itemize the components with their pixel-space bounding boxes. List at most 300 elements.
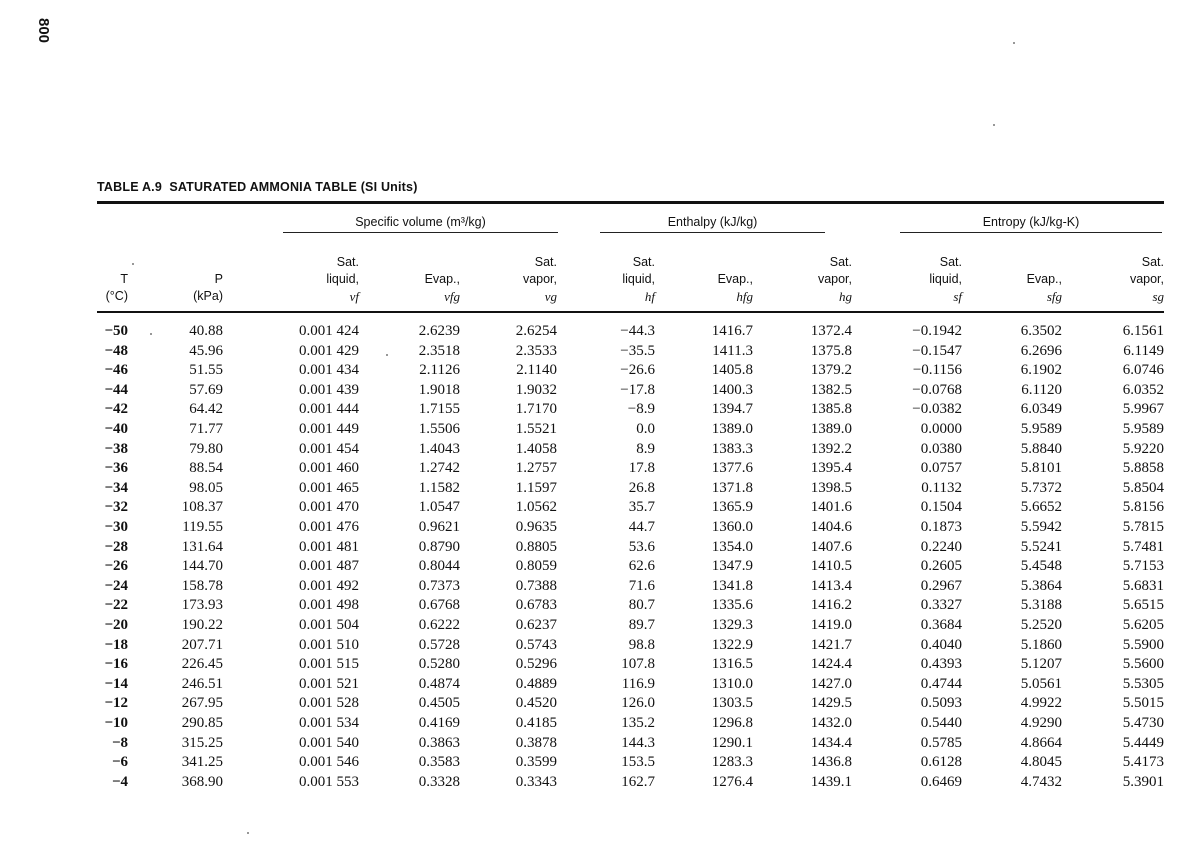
cell-hf: 35.7: [628, 499, 655, 516]
cell-hf: 89.7: [628, 617, 655, 633]
cell-hfg: 1335.6: [711, 597, 753, 614]
cell-temperature: −46: [104, 362, 128, 379]
cell-sfg: 5.8840: [1020, 440, 1062, 457]
cell-vg: 2.1140: [516, 362, 557, 379]
cell-sfg: 6.1902: [1020, 362, 1062, 379]
cell-vfg: 0.4169: [418, 715, 460, 731]
cell-sfg: 5.2520: [1020, 617, 1062, 633]
cell-vfg: 0.5280: [418, 656, 460, 673]
cell-vg: 0.5743: [515, 636, 557, 653]
cell-vg: 1.2757: [515, 460, 557, 477]
cell-hg: 1427.0: [810, 675, 852, 692]
cell-hg: 1392.2: [810, 440, 852, 457]
cell-hg: 1398.5: [810, 479, 852, 496]
cell-hg: 1419.0: [810, 617, 852, 633]
cell-sg: 5.9589: [1122, 421, 1164, 437]
group-header-entropy: [900, 215, 1162, 233]
cell-temperature: −8: [111, 734, 128, 751]
column-header-line: liquid,: [326, 272, 359, 286]
cell-hf: 144.3: [621, 734, 655, 751]
cell-sf: −0.0768: [912, 381, 962, 398]
cell-vf: 0.001 476: [299, 519, 359, 535]
cell-hf: 53.6: [628, 538, 655, 555]
cell-sf: 0.5093: [920, 695, 962, 712]
cell-hfg: 1316.5: [711, 656, 753, 673]
cell-vfg: 1.9018: [418, 381, 460, 398]
cell-temperature: −28: [104, 538, 128, 555]
cell-hf: −17.8: [620, 381, 655, 398]
group-label: Entropy (kJ/kg-K): [982, 215, 1080, 229]
cell-hg: 1389.0: [810, 421, 852, 437]
cell-vf: 0.001 444: [299, 401, 359, 418]
cell-vf: 0.001 521: [299, 675, 359, 692]
cell-sfg: 6.1120: [1021, 381, 1062, 398]
cell-vfg: 0.4505: [418, 695, 460, 712]
cell-temperature: −14: [104, 675, 128, 692]
cell-temperature: −26: [104, 558, 128, 575]
scan-speck: [247, 832, 249, 834]
column-header-line: (kPa): [193, 289, 223, 303]
cell-pressure: 246.51: [181, 675, 223, 692]
cell-hfg: 1371.8: [711, 479, 753, 496]
cell-vg: 0.8059: [515, 558, 557, 575]
cell-vfg: 1.1582: [418, 479, 460, 496]
cell-pressure: 71.77: [189, 421, 223, 437]
cell-hg: 1375.8: [810, 342, 852, 359]
cell-sf: 0.0757: [920, 460, 962, 477]
cell-pressure: 190.22: [181, 617, 223, 633]
cell-sfg: 6.2696: [1020, 342, 1062, 359]
scan-speck: [386, 354, 388, 356]
cell-hfg: 1276.4: [711, 773, 753, 790]
cell-vg: 1.4058: [515, 440, 557, 457]
cell-hfg: 1341.8: [711, 577, 753, 594]
cell-sg: 5.5900: [1122, 636, 1164, 653]
cell-pressure: 131.64: [181, 538, 223, 555]
cell-vg: 1.7170: [515, 401, 557, 418]
cell-hfg: 1322.9: [711, 636, 753, 653]
cell-temperature: −10: [104, 715, 128, 731]
cell-sf: −0.0382: [912, 401, 962, 418]
cell-hfg: 1329.3: [711, 617, 753, 633]
cell-temperature: −20: [104, 617, 128, 633]
cell-hg: 1416.2: [810, 597, 852, 614]
column-header-line: sg: [1152, 289, 1164, 304]
cell-temperature: −16: [104, 656, 128, 673]
cell-vfg: 1.2742: [418, 460, 460, 477]
cell-sfg: 4.8664: [1020, 734, 1062, 751]
cell-hfg: 1303.5: [711, 695, 753, 712]
cell-pressure: 315.25: [181, 734, 223, 751]
cell-vfg: 2.6239: [418, 323, 460, 339]
column-header-line: Sat.: [1141, 255, 1164, 269]
cell-hf: 135.2: [621, 715, 655, 731]
column-header-sg: [1074, 245, 1164, 305]
cell-vg: 0.3878: [515, 734, 557, 751]
cell-sf: 0.0380: [920, 440, 962, 457]
cell-temperature: −30: [104, 519, 128, 535]
cell-sf: 0.4744: [920, 675, 962, 692]
cell-hfg: 1394.7: [711, 401, 753, 418]
cell-pressure: 88.54: [189, 460, 223, 477]
cell-hg: 1404.6: [810, 519, 852, 535]
cell-pressure: 207.71: [181, 636, 223, 653]
cell-vf: 0.001 546: [299, 754, 359, 771]
cell-vfg: 0.9621: [418, 519, 460, 535]
cell-hf: 71.6: [628, 577, 655, 594]
cell-hg: 1382.5: [810, 381, 852, 398]
cell-temperature: −6: [111, 754, 128, 771]
cell-sfg: 5.1207: [1020, 656, 1062, 673]
cell-hg: 1395.4: [810, 460, 852, 477]
group-underline: [900, 232, 1162, 233]
cell-vf: 0.001 429: [299, 342, 359, 359]
cell-hg: 1434.4: [810, 734, 852, 751]
cell-vfg: 0.3583: [418, 754, 460, 771]
cell-hfg: 1416.7: [711, 323, 753, 339]
cell-temperature: −12: [104, 695, 128, 712]
cell-vg: 0.5296: [515, 656, 557, 673]
cell-temperature: −18: [104, 636, 128, 653]
scan-speck: [1013, 42, 1015, 44]
cell-temperature: −50: [104, 323, 128, 339]
cell-vf: 0.001 534: [299, 715, 359, 731]
column-header-line: Sat.: [632, 255, 655, 269]
cell-pressure: 158.78: [181, 577, 223, 594]
column-header-vfg: [370, 245, 460, 305]
cell-hf: −26.6: [620, 362, 655, 379]
group-underline: [600, 232, 825, 233]
cell-pressure: 173.93: [181, 597, 223, 614]
cell-vg: 0.3343: [515, 773, 557, 790]
cell-vfg: 0.4874: [418, 675, 460, 692]
cell-pressure: 290.85: [181, 715, 223, 731]
cell-hfg: 1290.1: [711, 734, 753, 751]
cell-vf: 0.001 454: [299, 440, 359, 457]
cell-hg: 1385.8: [810, 401, 852, 418]
cell-temperature: −24: [104, 577, 128, 594]
cell-vfg: 2.1126: [419, 362, 460, 379]
cell-pressure: 45.96: [189, 342, 223, 359]
cell-vfg: 0.5728: [418, 636, 460, 653]
cell-vg: 2.6254: [515, 323, 557, 339]
cell-sf: −0.1156: [912, 362, 962, 379]
group-header-specific-volume: [283, 215, 558, 233]
column-header-temperature: [38, 245, 128, 305]
cell-vf: 0.001 481: [299, 538, 359, 555]
scan-speck: [993, 124, 995, 126]
cell-hf: −44.3: [620, 323, 655, 339]
cell-sf: 0.4393: [920, 656, 962, 673]
column-header-line: hg: [839, 289, 852, 304]
cell-temperature: −34: [104, 479, 128, 496]
cell-pressure: 79.80: [189, 440, 223, 457]
column-header-line: P: [214, 272, 223, 286]
cell-vg: 0.6237: [515, 617, 557, 633]
cell-vg: 0.6783: [515, 597, 557, 614]
cell-hf: 107.8: [621, 656, 655, 673]
cell-sfg: 5.5241: [1020, 538, 1062, 555]
cell-sg: 6.0746: [1122, 362, 1164, 379]
cell-sfg: 5.6652: [1020, 499, 1062, 516]
cell-sf: 0.0000: [920, 421, 962, 437]
cell-hg: 1401.6: [810, 499, 852, 516]
cell-vfg: 0.8044: [418, 558, 460, 575]
cell-vfg: 0.6768: [418, 597, 460, 614]
cell-hf: 0.0: [636, 421, 655, 437]
cell-hf: −35.5: [620, 342, 655, 359]
cell-sfg: 4.7432: [1020, 773, 1062, 790]
cell-hf: 62.6: [628, 558, 655, 575]
cell-hf: 153.5: [621, 754, 655, 771]
cell-sg: 5.6831: [1122, 577, 1164, 594]
cell-hf: −8.9: [627, 401, 655, 418]
column-header-line: Sat.: [534, 255, 557, 269]
column-header-vf: [269, 245, 359, 305]
column-header-pressure: [133, 245, 223, 305]
cell-sfg: 5.7372: [1020, 479, 1062, 496]
cell-hfg: 1400.3: [711, 381, 753, 398]
cell-pressure: 57.69: [189, 381, 223, 398]
cell-vf: 0.001 424: [299, 323, 359, 339]
cell-sfg: 5.3864: [1020, 577, 1062, 594]
cell-hf: 44.7: [628, 519, 655, 535]
cell-sfg: 4.9922: [1020, 695, 1062, 712]
cell-vf: 0.001 434: [299, 362, 359, 379]
cell-temperature: −22: [104, 597, 128, 614]
column-header-line: liquid,: [929, 272, 962, 286]
cell-vfg: 1.0547: [418, 499, 460, 516]
cell-vg: 0.7388: [515, 577, 557, 594]
cell-hg: 1436.8: [810, 754, 852, 771]
cell-sf: 0.1504: [920, 499, 962, 516]
page-number: 800: [35, 18, 52, 44]
cell-sf: 0.1873: [920, 519, 962, 535]
header-bottom-rule: [97, 311, 1164, 313]
cell-hfg: 1405.8: [711, 362, 753, 379]
cell-sfg: 5.5942: [1020, 519, 1062, 535]
cell-hg: 1410.5: [810, 558, 852, 575]
cell-hfg: 1296.8: [711, 715, 753, 731]
cell-sf: 0.3684: [920, 617, 962, 633]
cell-vg: 0.3599: [515, 754, 557, 771]
cell-hfg: 1354.0: [711, 538, 753, 555]
cell-vg: 0.4889: [515, 675, 557, 692]
cell-vfg: 0.7373: [418, 577, 460, 594]
cell-hfg: 1365.9: [711, 499, 753, 516]
cell-pressure: 144.70: [181, 558, 223, 575]
cell-pressure: 368.90: [181, 773, 223, 790]
cell-sf: 0.5785: [920, 734, 962, 751]
cell-hfg: 1360.0: [711, 519, 753, 535]
cell-vg: 1.0562: [515, 499, 557, 516]
cell-hf: 162.7: [621, 773, 655, 790]
cell-hf: 26.8: [628, 479, 655, 496]
column-header-line: T: [120, 272, 128, 286]
cell-pressure: 341.25: [181, 754, 223, 771]
group-underline: [283, 232, 558, 233]
cell-temperature: −4: [111, 773, 128, 790]
cell-sg: 5.9967: [1122, 401, 1164, 418]
cell-hg: 1413.4: [810, 577, 852, 594]
cell-vf: 0.001 504: [299, 617, 359, 633]
cell-hfg: 1347.9: [711, 558, 753, 575]
cell-sfg: 6.3502: [1020, 323, 1062, 339]
cell-vg: 1.9032: [515, 381, 557, 398]
cell-sg: 6.0352: [1122, 381, 1164, 398]
cell-vg: 0.4185: [515, 715, 557, 731]
cell-sg: 5.3901: [1122, 773, 1164, 790]
cell-vg: 0.4520: [515, 695, 557, 712]
cell-vf: 0.001 449: [299, 421, 359, 437]
cell-sg: 6.1149: [1123, 342, 1164, 359]
cell-vfg: 1.4043: [418, 440, 460, 457]
cell-hg: 1429.5: [810, 695, 852, 712]
cell-pressure: 40.88: [189, 323, 223, 339]
cell-sfg: 6.0349: [1020, 401, 1062, 418]
cell-hf: 98.8: [628, 636, 655, 653]
cell-sfg: 5.8101: [1020, 460, 1062, 477]
cell-hg: 1432.0: [810, 715, 852, 731]
cell-vg: 0.8805: [515, 538, 557, 555]
cell-temperature: −32: [104, 499, 128, 516]
cell-pressure: 64.42: [189, 401, 223, 418]
cell-vf: 0.001 498: [299, 597, 359, 614]
cell-vg: 2.3533: [515, 342, 557, 359]
column-header-line: Sat.: [939, 255, 962, 269]
column-header-line: Sat.: [336, 255, 359, 269]
cell-hg: 1424.4: [810, 656, 852, 673]
cell-sfg: 5.0561: [1020, 675, 1062, 692]
cell-sg: 5.6205: [1122, 617, 1164, 633]
cell-hf: 8.9: [636, 440, 655, 457]
cell-hfg: 1383.3: [711, 440, 753, 457]
cell-temperature: −42: [104, 401, 128, 418]
group-header-enthalpy: [600, 215, 825, 233]
cell-vfg: 1.5506: [418, 421, 460, 437]
column-header-line: sfg: [1046, 289, 1062, 304]
cell-sg: 5.7481: [1122, 538, 1164, 555]
column-header-line: hf: [644, 289, 655, 304]
cell-sg: 5.5305: [1122, 675, 1164, 692]
cell-sf: 0.6128: [920, 754, 962, 771]
cell-vfg: 0.6222: [418, 617, 460, 633]
cell-sfg: 5.3188: [1020, 597, 1062, 614]
cell-sf: 0.2967: [920, 577, 962, 594]
cell-sg: 5.4449: [1122, 734, 1164, 751]
cell-vf: 0.001 439: [299, 381, 359, 398]
cell-vg: 1.5521: [515, 421, 557, 437]
cell-vf: 0.001 553: [299, 773, 359, 790]
cell-sg: 5.7153: [1122, 558, 1164, 575]
column-header-line: vg: [544, 289, 557, 304]
cell-sfg: 5.1860: [1020, 636, 1062, 653]
table-caption: TABLE A.9 SATURATED AMMONIA TABLE (SI Units): [97, 180, 418, 194]
column-header-line: vapor,: [817, 272, 852, 286]
column-header-hfg: [663, 245, 753, 305]
cell-vf: 0.001 515: [299, 656, 359, 673]
cell-sg: 5.8504: [1122, 479, 1164, 496]
cell-vf: 0.001 492: [299, 577, 359, 594]
cell-hfg: 1411.3: [712, 342, 753, 359]
cell-sg: 5.5600: [1122, 656, 1164, 673]
cell-sf: 0.4040: [920, 636, 962, 653]
cell-hg: 1379.2: [810, 362, 852, 379]
cell-sg: 5.5015: [1122, 695, 1164, 712]
scan-speck: [150, 333, 152, 335]
cell-sf: 0.3327: [920, 597, 962, 614]
cell-sf: 0.2240: [920, 538, 962, 555]
cell-vg: 1.1597: [515, 479, 557, 496]
cell-sfg: 5.9589: [1020, 421, 1062, 437]
cell-sf: 0.1132: [921, 479, 962, 496]
group-label: Enthalpy (kJ/kg): [667, 215, 758, 229]
cell-hg: 1372.4: [810, 323, 852, 339]
column-header-line: Evap.,: [717, 272, 753, 286]
cell-temperature: −36: [104, 460, 128, 477]
cell-sf: 0.5440: [920, 715, 962, 731]
cell-temperature: −40: [104, 421, 128, 437]
cell-sf: −0.1942: [912, 323, 962, 339]
cell-pressure: 119.55: [182, 519, 223, 535]
cell-sfg: 5.4548: [1020, 558, 1062, 575]
cell-vf: 0.001 460: [299, 460, 359, 477]
cell-vf: 0.001 540: [299, 734, 359, 751]
cell-sg: 5.4730: [1122, 715, 1164, 731]
table-top-rule: [97, 201, 1164, 204]
cell-hfg: 1283.3: [711, 754, 753, 771]
column-header-line: hfg: [736, 289, 753, 304]
column-header-line: liquid,: [622, 272, 655, 286]
cell-sg: 6.1561: [1122, 323, 1164, 339]
cell-hfg: 1310.0: [711, 675, 753, 692]
column-header-hg: [762, 245, 852, 305]
cell-pressure: 98.05: [189, 479, 223, 496]
column-header-line: Evap.,: [424, 272, 460, 286]
cell-hg: 1439.1: [810, 773, 852, 790]
column-header-line: vfg: [444, 289, 460, 304]
column-header-line: (°C): [105, 289, 128, 303]
cell-hf: 17.8: [628, 460, 655, 477]
cell-sg: 5.6515: [1122, 597, 1164, 614]
column-header-sfg: [972, 245, 1062, 305]
cell-vf: 0.001 465: [299, 479, 359, 496]
cell-temperature: −38: [104, 440, 128, 457]
cell-vf: 0.001 528: [299, 695, 359, 712]
cell-pressure: 51.55: [189, 362, 223, 379]
cell-pressure: 267.95: [181, 695, 223, 712]
cell-vfg: 2.3518: [418, 342, 460, 359]
cell-sfg: 4.9290: [1020, 715, 1062, 731]
cell-hg: 1421.7: [810, 636, 852, 653]
cell-vfg: 0.8790: [418, 538, 460, 555]
cell-vfg: 0.3863: [418, 734, 460, 751]
column-header-sf: [872, 245, 962, 305]
cell-sf: −0.1547: [912, 342, 962, 359]
cell-temperature: −48: [104, 342, 128, 359]
cell-vf: 0.001 487: [299, 558, 359, 575]
cell-hg: 1407.6: [810, 538, 852, 555]
column-header-line: vapor,: [1129, 272, 1164, 286]
column-header-hf: [565, 245, 655, 305]
cell-sf: 0.2605: [920, 558, 962, 575]
cell-sg: 5.9220: [1122, 440, 1164, 457]
cell-hfg: 1377.6: [711, 460, 753, 477]
cell-vg: 0.9635: [515, 519, 557, 535]
column-header-vg: [467, 245, 557, 305]
cell-vf: 0.001 470: [299, 499, 359, 516]
cell-hf: 80.7: [628, 597, 655, 614]
